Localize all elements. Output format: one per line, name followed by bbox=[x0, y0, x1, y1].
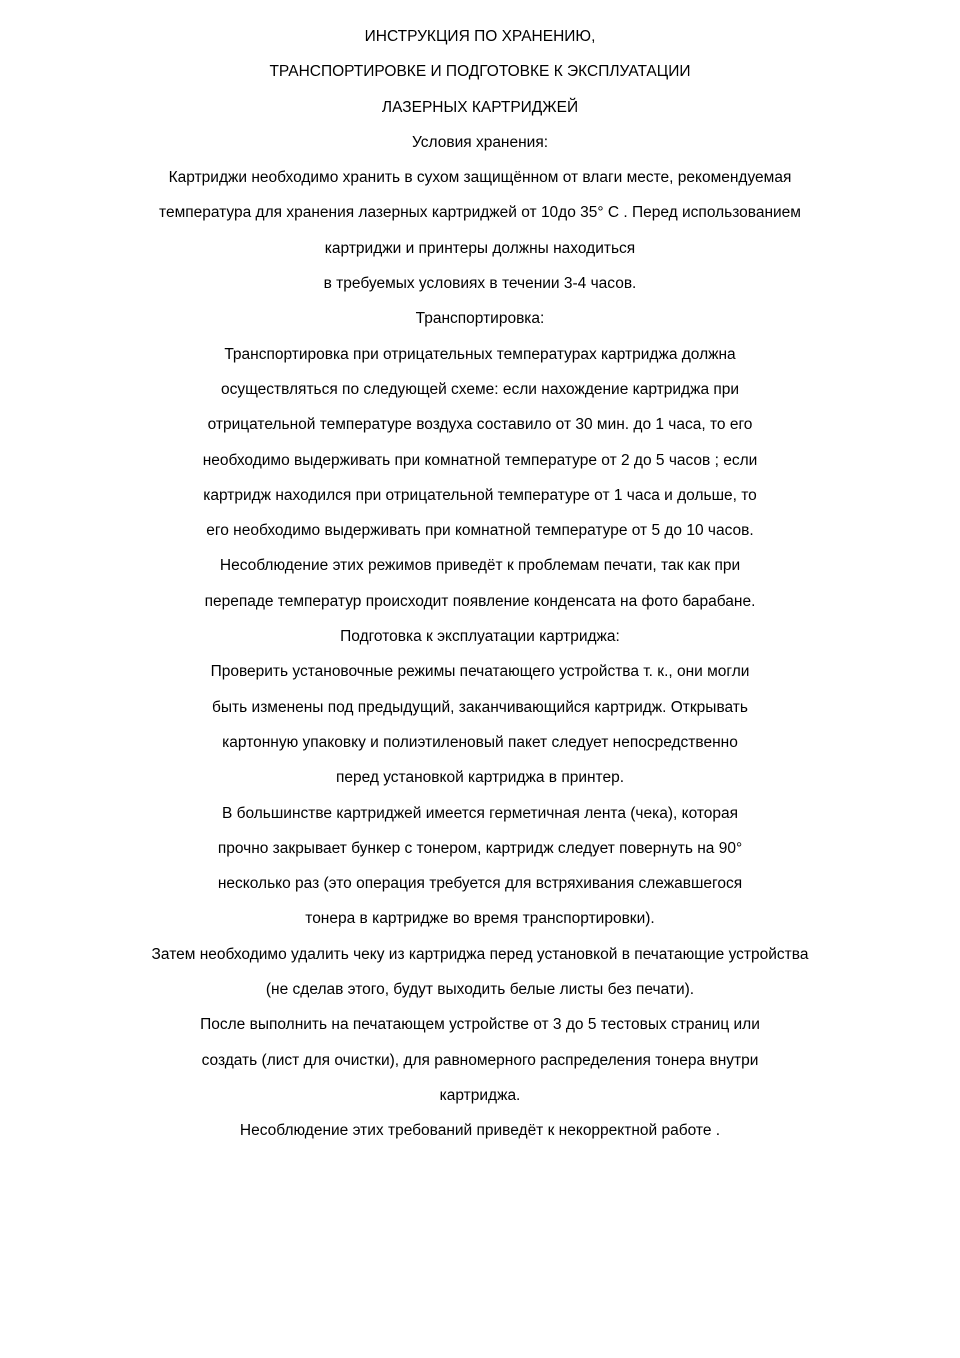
storage-section bbox=[0, 125, 960, 301]
transport-line: картридж находился при отрицательной температуре от 1 часа и дольше, то bbox=[203, 486, 757, 504]
preparation-line: Проверить установочные режимы печатающего устройства т. к., они могли bbox=[210, 663, 750, 681]
preparation-line: тонера в картридже во время транспортировки). bbox=[305, 910, 655, 928]
preparation-line: Затем необходимо удалить чеку из картриджа перед установкой в печатающие устройства bbox=[151, 945, 809, 963]
closing-line: Несоблюдение этих требований приведёт к некорректной работе . bbox=[239, 1122, 721, 1140]
storage-line: температура для хранения лазерных картриджей от 10до 35° С . Перед использованием bbox=[159, 204, 801, 222]
preparation-section bbox=[0, 619, 960, 1113]
transport-line: перепаде температур происходит появление конденсата на фото барабане. bbox=[204, 592, 756, 610]
preparation-line: быть изменены под предыдущий, заканчивающийся картридж. Открывать bbox=[212, 698, 748, 716]
storage-line: в требуемых условиях в течении 3-4 часов. bbox=[323, 275, 637, 293]
transport-section-heading: Транспортировка: bbox=[415, 310, 545, 328]
preparation-line: (не сделав этого, будут выходить белые листы без печати). bbox=[265, 981, 695, 999]
preparation-line: картонную упаковку и полиэтиленовый пакет следует непосредственно bbox=[222, 733, 738, 751]
document-title bbox=[0, 19, 960, 125]
transport-line: отрицательной температуре воздуха составило от 30 мин. до 1 часа, то его bbox=[207, 416, 753, 434]
preparation-line: В большинстве картриджей имеется герметичная лента (чека), которая bbox=[221, 804, 739, 822]
storage-line: картриджи и принтеры должны находиться bbox=[324, 239, 636, 257]
title-line-2: ТРАНСПОРТИРОВКЕ И ПОДГОТОВКЕ К ЭКСПЛУАТАЦИИ bbox=[269, 63, 691, 81]
preparation-section-heading: Подготовка к эксплуатации картриджа: bbox=[340, 628, 620, 646]
transport-line: его необходимо выдерживать при комнатной температуре от 5 до 10 часов. bbox=[206, 522, 754, 540]
transport-line: Транспортировка при отрицательных температурах картриджа должна bbox=[224, 345, 736, 363]
preparation-line: картриджа. bbox=[439, 1086, 521, 1104]
transport-line: осуществляться по следующей схеме: если нахождение картриджа при bbox=[220, 380, 740, 398]
transport-line: необходимо выдерживать при комнатной температуре от 2 до 5 часов ; если bbox=[202, 451, 758, 469]
preparation-line: перед установкой картриджа в принтер. bbox=[335, 769, 625, 787]
preparation-line: прочно закрывает бункер с тонером, картридж следует повернуть на 90° bbox=[217, 839, 743, 857]
preparation-line: создать (лист для очистки), для равномерного распределения тонера внутри bbox=[201, 1051, 759, 1069]
title-line-1: ИНСТРУКЦИЯ ПО ХРАНЕНИЮ, bbox=[364, 28, 596, 45]
title-line-3: ЛАЗЕРНЫХ КАРТРИДЖЕЙ bbox=[381, 98, 579, 116]
transport-line: Несоблюдение этих режимов приведёт к проблемам печати, так как при bbox=[219, 557, 741, 575]
preparation-line: несколько раз (это операция требуется для встряхивания слежавшегося bbox=[217, 875, 743, 893]
transport-section bbox=[0, 301, 960, 619]
preparation-line: После выполнить на печатающем устройстве от 3 до 5 тестовых страниц или bbox=[200, 1016, 760, 1034]
storage-line: Картриджи необходимо хранить в сухом защищённом от влаги месте, рекомендуемая bbox=[168, 169, 792, 187]
storage-section-heading: Условия хранения: bbox=[411, 133, 549, 151]
